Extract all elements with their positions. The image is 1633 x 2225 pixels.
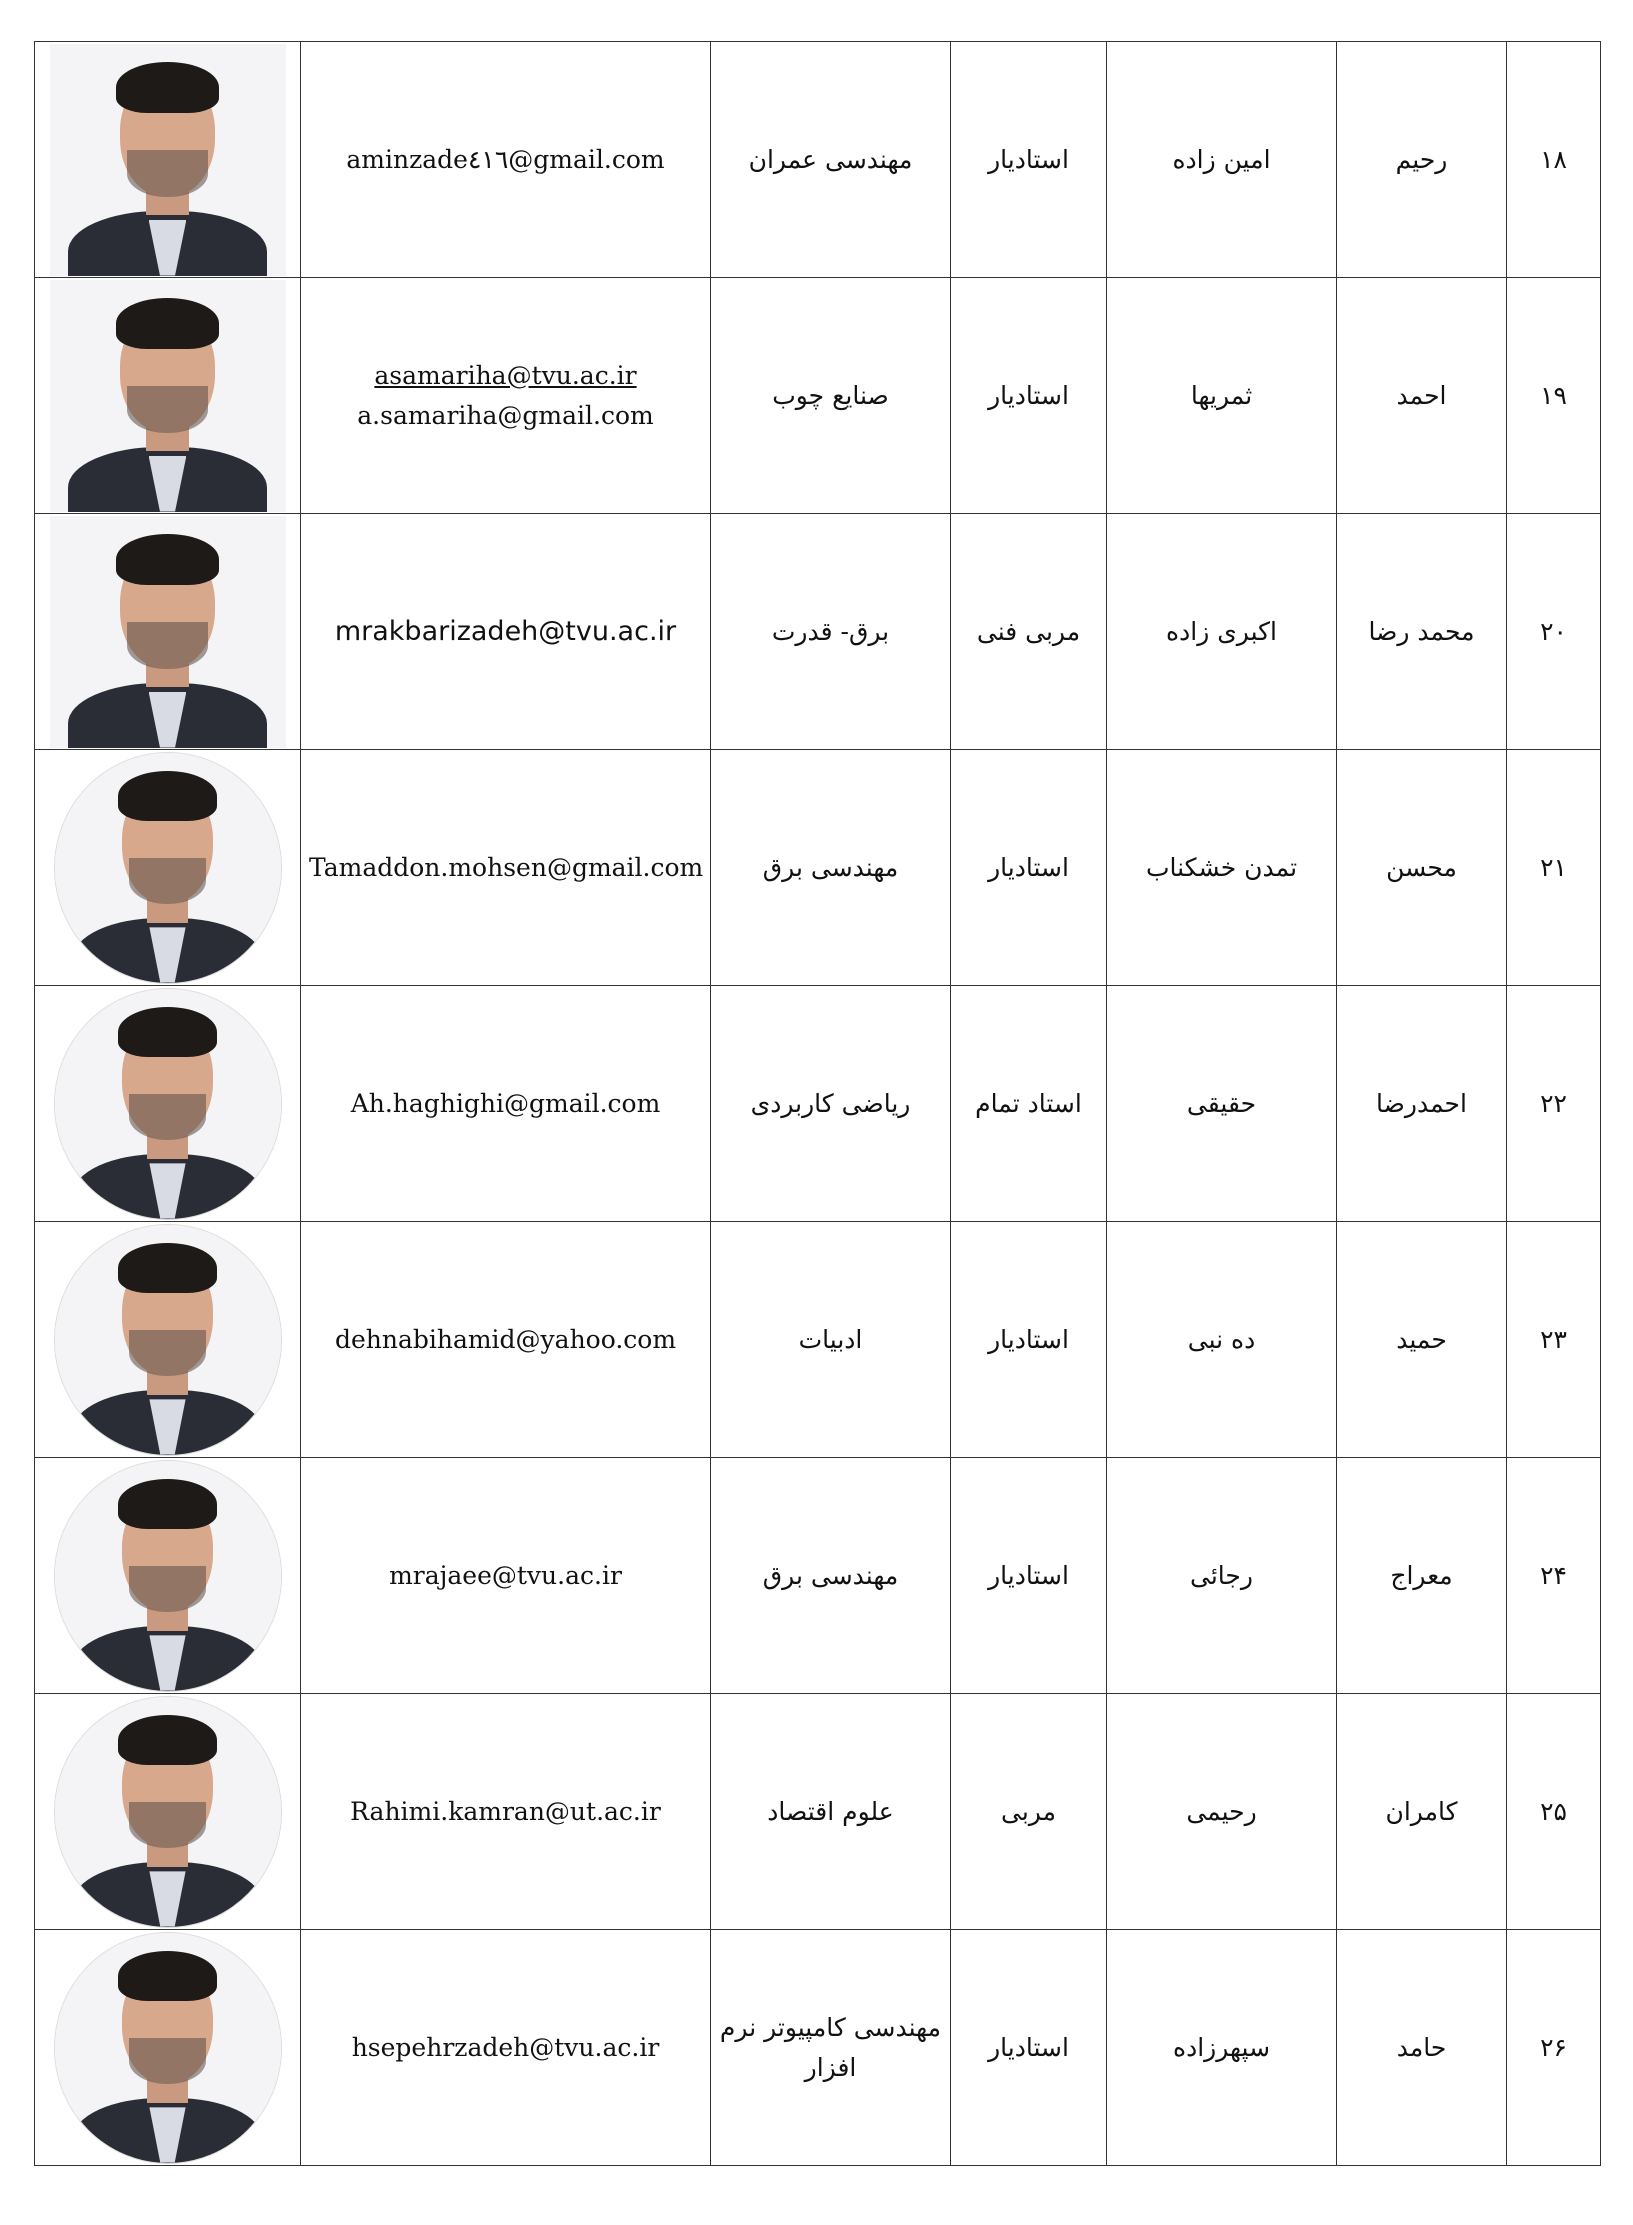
first-name-cell: کامران bbox=[1337, 1694, 1507, 1930]
last-name-cell: رجائی bbox=[1107, 1458, 1337, 1694]
photo-cell bbox=[35, 42, 301, 278]
last-name-cell: تمدن خشکناب bbox=[1107, 750, 1337, 986]
photo-cell bbox=[35, 514, 301, 750]
first-name-cell: محمد رضا bbox=[1337, 514, 1507, 750]
portrait-photo bbox=[54, 1932, 282, 2164]
row-number: ۲۶ bbox=[1507, 1930, 1601, 2166]
faculty-table bbox=[34, 41, 1601, 2166]
first-name-cell: معراج bbox=[1337, 1458, 1507, 1694]
email-address: Tamaddon.mohsen@gmail.com bbox=[309, 852, 704, 882]
faculty-table-body bbox=[35, 42, 1601, 2166]
row-number: ۲۱ bbox=[1507, 750, 1601, 986]
academic-rank-cell: مربی فنی bbox=[951, 514, 1107, 750]
field-of-study-cell: مهندسی کامپیوتر نرم افزار bbox=[711, 1930, 951, 2166]
photo-cell bbox=[35, 1458, 301, 1694]
academic-rank-cell: استادیار bbox=[951, 750, 1107, 986]
email-address: aminzade٤١٦@gmail.com bbox=[346, 144, 665, 174]
table-row bbox=[35, 986, 1601, 1222]
academic-rank-cell: استادیار bbox=[951, 1222, 1107, 1458]
last-name-cell: اکبری زاده bbox=[1107, 514, 1337, 750]
photo-cell bbox=[35, 278, 301, 514]
email-cell bbox=[301, 514, 711, 750]
portrait-photo bbox=[54, 988, 282, 1220]
table-row bbox=[35, 42, 1601, 278]
table-row bbox=[35, 1458, 1601, 1694]
email-cell bbox=[301, 750, 711, 986]
last-name-cell: سپهرزاده bbox=[1107, 1930, 1337, 2166]
academic-rank-cell: استادیار bbox=[951, 42, 1107, 278]
field-of-study-cell: صنایع چوب bbox=[711, 278, 951, 514]
email-cell bbox=[301, 1930, 711, 2166]
table-row bbox=[35, 750, 1601, 986]
first-name-cell: احمد bbox=[1337, 278, 1507, 514]
first-name-cell: حامد bbox=[1337, 1930, 1507, 2166]
photo-cell bbox=[35, 986, 301, 1222]
portrait-photo bbox=[50, 280, 286, 512]
portrait-photo bbox=[54, 1696, 282, 1928]
table-row bbox=[35, 514, 1601, 750]
email-address: Ah.haghighi@gmail.com bbox=[350, 1088, 661, 1118]
academic-rank-cell: استاد تمام bbox=[951, 986, 1107, 1222]
email-cell bbox=[301, 1458, 711, 1694]
email-cell bbox=[301, 42, 711, 278]
field-of-study-cell: برق- قدرت bbox=[711, 514, 951, 750]
academic-rank-cell: استادیار bbox=[951, 278, 1107, 514]
email-cell bbox=[301, 1694, 711, 1930]
field-of-study-cell: علوم اقتصاد bbox=[711, 1694, 951, 1930]
photo-cell bbox=[35, 750, 301, 986]
row-number: ۱۹ bbox=[1507, 278, 1601, 514]
academic-rank-cell: مربی bbox=[951, 1694, 1107, 1930]
photo-cell bbox=[35, 1222, 301, 1458]
row-number: ۲۰ bbox=[1507, 514, 1601, 750]
field-of-study-cell: مهندسی عمران bbox=[711, 42, 951, 278]
last-name-cell: رحیمی bbox=[1107, 1694, 1337, 1930]
last-name-cell: امین زاده bbox=[1107, 42, 1337, 278]
field-of-study-cell: ریاضی کاربردی bbox=[711, 986, 951, 1222]
field-of-study-cell: مهندسی برق bbox=[711, 1458, 951, 1694]
row-number: ۲۳ bbox=[1507, 1222, 1601, 1458]
portrait-photo bbox=[50, 516, 286, 748]
photo-cell bbox=[35, 1694, 301, 1930]
email-address: dehnabihamid@yahoo.com bbox=[334, 1324, 677, 1354]
portrait-photo bbox=[54, 752, 282, 984]
row-number: ۲۵ bbox=[1507, 1694, 1601, 1930]
row-number: ۱۸ bbox=[1507, 42, 1601, 278]
first-name-cell: رحیم bbox=[1337, 42, 1507, 278]
academic-rank-cell: استادیار bbox=[951, 1458, 1107, 1694]
first-name-cell: احمدرضا bbox=[1337, 986, 1507, 1222]
portrait-photo bbox=[54, 1460, 282, 1692]
field-of-study-cell: ادبیات bbox=[711, 1222, 951, 1458]
table-row bbox=[35, 1930, 1601, 2166]
email-address: a.samariha@gmail.com bbox=[357, 400, 654, 430]
table-row bbox=[35, 1222, 1601, 1458]
first-name-cell: حمید bbox=[1337, 1222, 1507, 1458]
table-row bbox=[35, 278, 1601, 514]
last-name-cell: ده نبی bbox=[1107, 1222, 1337, 1458]
email-address: hsepehrzadeh@tvu.ac.ir bbox=[351, 2032, 660, 2062]
row-number: ۲۲ bbox=[1507, 986, 1601, 1222]
email-address: mrakbarizadeh@tvu.ac.ir bbox=[334, 615, 677, 647]
email-cell bbox=[301, 1222, 711, 1458]
email-cell bbox=[301, 986, 711, 1222]
email-address: mrajaee@tvu.ac.ir bbox=[389, 1560, 622, 1590]
row-number: ۲۴ bbox=[1507, 1458, 1601, 1694]
photo-cell bbox=[35, 1930, 301, 2166]
email-address: Rahimi.kamran@ut.ac.ir bbox=[350, 1796, 661, 1826]
field-of-study-cell: مهندسی برق bbox=[711, 750, 951, 986]
academic-rank-cell: استادیار bbox=[951, 1930, 1107, 2166]
last-name-cell: حقیقی bbox=[1107, 986, 1337, 1222]
first-name-cell: محسن bbox=[1337, 750, 1507, 986]
portrait-photo bbox=[54, 1224, 282, 1456]
portrait-photo bbox=[50, 44, 286, 276]
last-name-cell: ثمریها bbox=[1107, 278, 1337, 514]
email-cell bbox=[301, 278, 711, 514]
email-address: asamariha@tvu.ac.ir bbox=[374, 360, 637, 390]
table-row bbox=[35, 1694, 1601, 1930]
